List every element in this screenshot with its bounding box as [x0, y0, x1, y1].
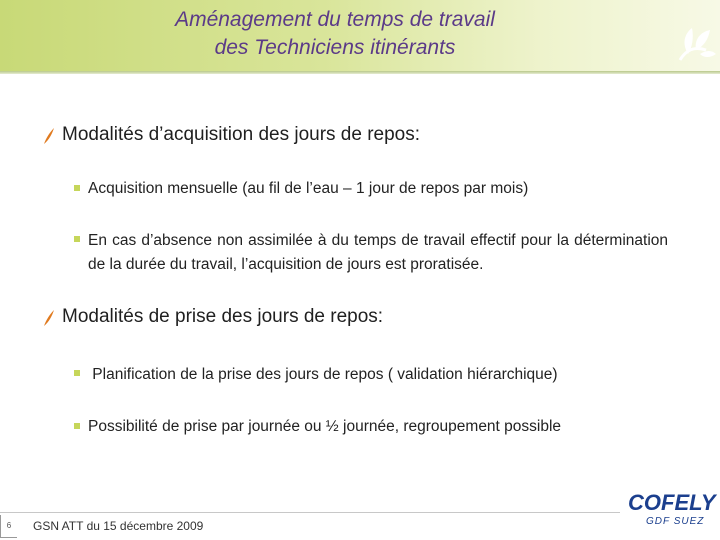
cofely-logo [628, 490, 714, 532]
title-line-1: Aménagement du temps de travail [175, 8, 495, 31]
logo-wordmark: COFELY [628, 490, 716, 515]
section-heading-prise: Modalités de prise des jours de repos: [62, 306, 384, 327]
list-item: Possibilité de prise par journée ou ½ journée, regroupement possible [88, 418, 562, 435]
footer-text: GSN ATT du 15 décembre 2009 [33, 519, 204, 533]
title-line-2: des Techniciens itinérants [214, 36, 456, 59]
header-divider [0, 71, 720, 74]
leaf-bullet-icon [40, 308, 58, 328]
section-heading-acquisition: Modalités d’acquisition des jours de repos: [62, 124, 421, 145]
page-number: 6 [6, 521, 12, 530]
square-bullet-icon [74, 236, 80, 242]
logo-tagline: GDF SUEZ [646, 516, 705, 527]
list-item: Acquisition mensuelle (au fil de l’eau – 1 jour de repos par mois) [88, 180, 529, 197]
square-bullet-icon [74, 370, 80, 376]
slide-title [80, 6, 590, 62]
list-item: Planification de la prise des jours de repos ( validation hiérarchique) [88, 366, 558, 383]
footer-divider [0, 512, 620, 513]
square-bullet-icon [74, 423, 80, 429]
list-item: En cas d’absence non assimilée à du temps de travail effectif pour la détermination de la durée du travail, l’acquisition de jours est proratisée. [88, 232, 668, 273]
leaf-bullet-icon [40, 126, 58, 146]
square-bullet-icon [74, 185, 80, 191]
leaf-sprout-icon [672, 20, 718, 66]
